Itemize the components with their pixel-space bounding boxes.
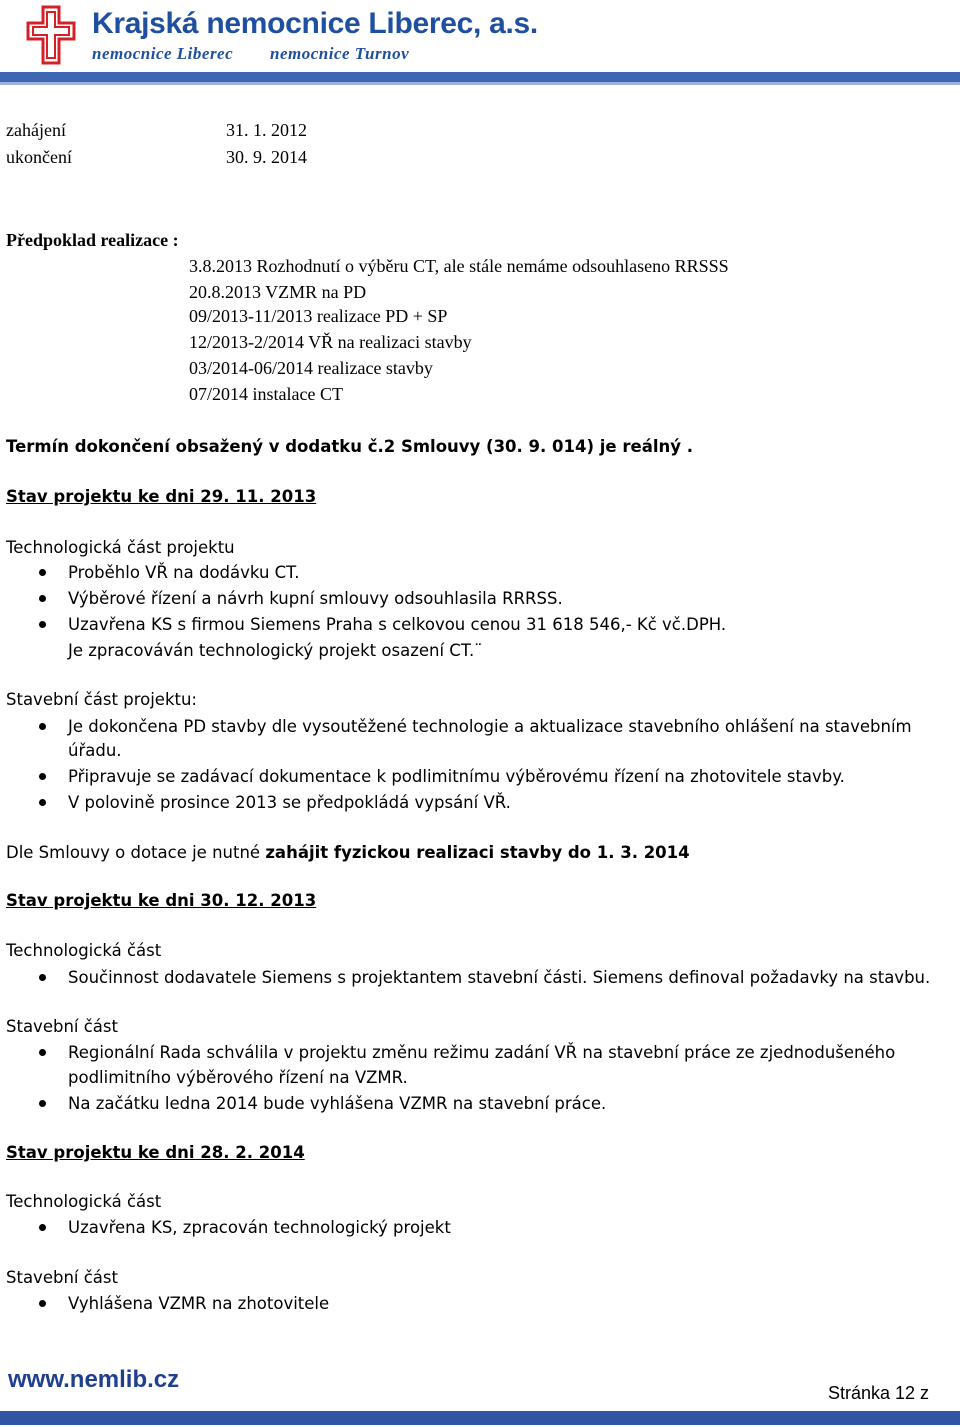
start-value: 31. 1. 2012 bbox=[226, 120, 307, 140]
bullet bbox=[39, 799, 46, 806]
list-item: Výběrové řízení a návrh kupní smlouvy odsouhlasila RRRSS. bbox=[68, 589, 563, 608]
hospital-sub-liberec: nemocnice Liberec bbox=[92, 44, 234, 63]
bullet bbox=[39, 773, 46, 780]
deadline-note: Termín dokončení obsažený v dodatku č.2 Smlouvy (30. 9. 014) je reálný . bbox=[6, 437, 693, 456]
footer-bar bbox=[0, 1411, 960, 1425]
header-bar-light bbox=[0, 82, 960, 85]
list-item: V polovině prosince 2013 se předpokládá vypsání VŘ. bbox=[68, 793, 511, 812]
build-part-heading: Stavební část projektu: bbox=[6, 690, 197, 709]
bullet bbox=[39, 621, 46, 628]
hospital-cross-logo-icon bbox=[26, 5, 76, 65]
tech-part-heading: Technologická část bbox=[6, 941, 162, 960]
contract-note-bold: zahájit fyzickou realizaci stavby do 1. 3. 2014 bbox=[265, 843, 690, 862]
start-label: zahájení bbox=[6, 120, 66, 140]
list-item: Je dokončena PD stavby dle vysoutěžené technologie a aktualizace stavebního ohlášení na stavebním bbox=[68, 717, 912, 736]
forecast-item: 07/2014 instalace CT bbox=[189, 384, 343, 404]
footer-website-link[interactable]: www.nemlib.cz bbox=[8, 1366, 180, 1393]
header-bar bbox=[0, 72, 960, 82]
forecast-heading: Předpoklad realizace : bbox=[6, 230, 179, 250]
forecast-item: 09/2013-11/2013 realizace PD + SP bbox=[189, 306, 448, 326]
forecast-item: 3.8.2013 Rozhodnutí o výběru CT, ale stále nemáme odsouhlaseno RRSSS bbox=[189, 256, 729, 276]
list-item: Součinnost dodavatele Siemens s projektantem stavební části. Siemens definoval požadavky na stavbu. bbox=[68, 968, 931, 987]
footer-page-number: Stránka 12 z bbox=[828, 1383, 930, 1403]
contract-note bbox=[6, 843, 690, 862]
bullet bbox=[39, 1100, 46, 1107]
list-item-continuation: podlimitního výběrového řízení na VZMR. bbox=[68, 1068, 408, 1087]
status-heading-2013-12: Stav projektu ke dni 30. 12. 2013 bbox=[6, 891, 317, 910]
list-item: Vyhlášena VZMR na zhotovitele bbox=[68, 1294, 330, 1313]
status-heading-2013-11: Stav projektu ke dni 29. 11. 2013 bbox=[6, 487, 317, 506]
status-heading-2014-02: Stav projektu ke dni 28. 2. 2014 bbox=[6, 1143, 305, 1162]
end-label: ukončení bbox=[6, 147, 72, 167]
hospital-name: Krajská nemocnice Liberec, a.s. bbox=[92, 7, 538, 40]
list-item: Uzavřena KS s firmou Siemens Praha s celkovou cenou 31 618 546,- Kč vč.DPH. bbox=[68, 615, 727, 634]
list-item-continuation: Je zpracováván technologický projekt osazení CT.¨ bbox=[68, 641, 483, 660]
list-item: Proběhlo VŘ na dodávku CT. bbox=[68, 563, 300, 582]
contract-note-normal: Dle Smlouvy o dotace je nutné bbox=[6, 843, 266, 862]
build-part-heading: Stavební část bbox=[6, 1017, 118, 1036]
hospital-sub-turnov: nemocnice Turnov bbox=[270, 44, 410, 63]
bullet bbox=[39, 1049, 46, 1056]
list-item: Uzavřena KS, zpracován technologický projekt bbox=[68, 1218, 451, 1237]
list-item-continuation: úřadu. bbox=[68, 741, 122, 760]
bullet bbox=[39, 974, 46, 981]
list-item: Regionální Rada schválila v projektu změnu režimu zadání VŘ na stavební práce ze zjednodušeného bbox=[68, 1043, 896, 1062]
list-item: Na začátku ledna 2014 bude vyhlášena VZMR na stavební práce. bbox=[68, 1094, 607, 1113]
forecast-item: 20.8.2013 VZMR na PD bbox=[189, 282, 367, 302]
tech-part-heading: Technologická část bbox=[6, 1192, 162, 1211]
bullet bbox=[39, 569, 46, 576]
forecast-item: 03/2014-06/2014 realizace stavby bbox=[189, 358, 433, 378]
tech-part-heading: Technologická část projektu bbox=[6, 538, 235, 557]
build-part-heading: Stavební část bbox=[6, 1268, 118, 1287]
end-value: 30. 9. 2014 bbox=[226, 147, 307, 167]
bullet bbox=[39, 1300, 46, 1307]
list-item: Připravuje se zadávací dokumentace k podlimitnímu výběrovému řízení na zhotovitele stavby. bbox=[68, 767, 845, 786]
bullet bbox=[39, 595, 46, 602]
bullet bbox=[39, 723, 46, 730]
bullet bbox=[39, 1224, 46, 1231]
forecast-item: 12/2013-2/2014 VŘ na realizaci stavby bbox=[189, 332, 472, 352]
